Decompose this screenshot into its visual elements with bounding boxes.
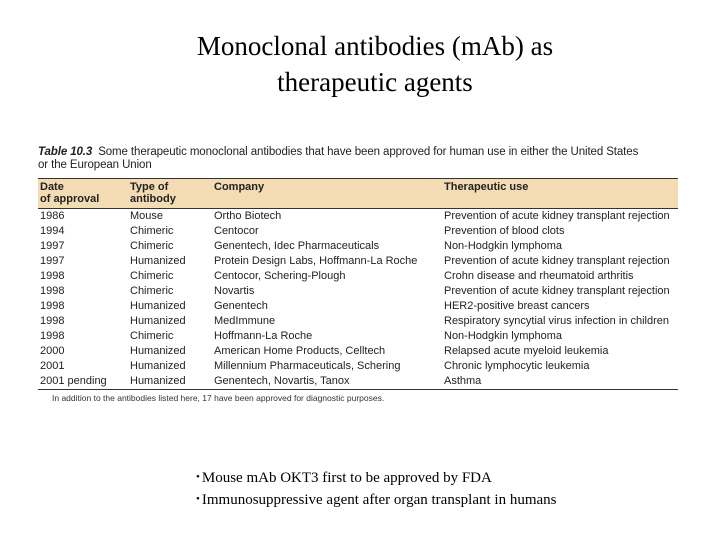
cell-date: 1998	[40, 315, 65, 327]
bullet-item	[196, 489, 557, 511]
table-caption-label: Table 10.3	[38, 146, 93, 158]
cell-company: Ortho Biotech	[214, 210, 282, 222]
cell-company: Genentech, Novartis, Tanox	[212, 374, 442, 390]
table-caption	[38, 146, 678, 172]
table-row	[38, 299, 678, 314]
header-type-line-2: antibody	[130, 193, 176, 205]
cell-type: Humanized	[130, 345, 186, 357]
table-row	[38, 359, 678, 374]
slide-title	[0, 28, 720, 100]
cell-company: American Home Products, Celltech	[214, 345, 386, 357]
cell-use: Prevention of acute kidney transplant rejection	[444, 285, 670, 297]
cell-use: Chronic lymphocytic leukemia	[444, 360, 590, 372]
bullet-icon: •	[196, 493, 200, 505]
cell-use: Non-Hodgkin lymphoma	[444, 240, 562, 252]
table-header-row	[38, 179, 678, 209]
table-row	[38, 374, 678, 390]
cell-type: Humanized	[130, 255, 186, 267]
cell-type: Humanized	[130, 300, 186, 312]
bullet-text: Immunosuppressive agent after organ transplant in humans	[201, 492, 557, 508]
cell-date: 1998	[40, 330, 65, 342]
cell-company: Hoffmann-La Roche	[214, 330, 313, 342]
cell-company: Protein Design Labs, Hoffmann-La Roche	[214, 255, 418, 267]
cell-type: Humanized	[130, 360, 186, 372]
cell-company: Centocor, Schering-Plough	[214, 270, 346, 282]
cell-type: Humanized	[130, 315, 186, 327]
cell-use: Prevention of acute kidney transplant rejection	[444, 255, 670, 267]
cell-date: 1986	[40, 210, 65, 222]
cell-date: 2000	[40, 345, 65, 357]
table-row	[38, 239, 678, 254]
table-row	[38, 269, 678, 284]
cell-date: 2001 pending	[38, 374, 128, 390]
table-row	[38, 284, 678, 299]
table-caption-text-2: or the European Union	[38, 159, 152, 171]
cell-date: 2001	[40, 360, 65, 372]
cell-use: Non-Hodgkin lymphoma	[444, 330, 562, 342]
cell-type: Chimeric	[130, 240, 174, 252]
cell-type: Mouse	[130, 210, 164, 222]
cell-type: Chimeric	[130, 270, 174, 282]
cell-use: Prevention of acute kidney transplant rejection	[444, 210, 670, 222]
cell-use: Respiratory syncytial virus infection in children	[444, 315, 669, 327]
table-row	[38, 224, 678, 239]
cell-use: HER2-positive breast cancers	[444, 300, 590, 312]
table-footnote: In addition to the antibodies listed here, 17 have been approved for diagnostic purposes.	[52, 393, 385, 403]
header-use: Therapeutic use	[442, 179, 678, 209]
cell-company: MedImmune	[214, 315, 276, 327]
cell-use: Relapsed acute myeloid leukemia	[444, 345, 609, 357]
cell-company: Novartis	[214, 285, 255, 297]
table-row	[38, 254, 678, 269]
cell-company: Millennium Pharmaceuticals, Schering	[214, 360, 401, 372]
header-date-line-1: Date	[40, 181, 64, 193]
cell-company: Genentech, Idec Pharmaceuticals	[214, 240, 380, 252]
bullet-text: Mouse mAb OKT3 first to be approved by FDA	[201, 470, 492, 486]
cell-company: Centocor	[214, 225, 259, 237]
table-figure	[38, 146, 678, 403]
cell-date: 1998	[40, 270, 65, 282]
cell-use: Asthma	[442, 374, 678, 390]
header-date-line-2: of approval	[40, 193, 100, 205]
title-line-2: therapeutic agents	[277, 67, 473, 97]
antibody-table	[38, 178, 678, 390]
table-row	[38, 314, 678, 329]
cell-date: 1998	[40, 300, 65, 312]
table-caption-text-1: Some therapeutic monoclonal antibodies that have been approved for human use in either the United States	[98, 146, 639, 158]
cell-date: 1994	[40, 225, 65, 237]
cell-date: 1997	[40, 240, 65, 252]
cell-date: 1997	[40, 255, 65, 267]
table-row	[38, 329, 678, 344]
cell-type: Chimeric	[130, 225, 174, 237]
cell-company: Genentech	[214, 300, 268, 312]
bullet-list	[196, 467, 557, 511]
table-row	[38, 209, 678, 225]
header-type-line-1: Type of	[130, 181, 169, 193]
table-body	[38, 209, 678, 390]
cell-date: 1998	[40, 285, 65, 297]
title-line-1: Monoclonal antibodies (mAb) as	[196, 31, 554, 61]
header-company: Company	[212, 179, 442, 209]
cell-use: Crohn disease and rheumatoid arthritis	[444, 270, 634, 282]
cell-type: Chimeric	[130, 330, 174, 342]
header-type	[128, 179, 212, 209]
bullet-icon: •	[196, 471, 200, 483]
header-date	[38, 179, 128, 209]
cell-type: Chimeric	[130, 285, 174, 297]
table-row	[38, 344, 678, 359]
cell-use: Prevention of blood clots	[444, 225, 565, 237]
cell-type: Humanized	[128, 374, 212, 390]
bullet-item	[196, 467, 557, 489]
